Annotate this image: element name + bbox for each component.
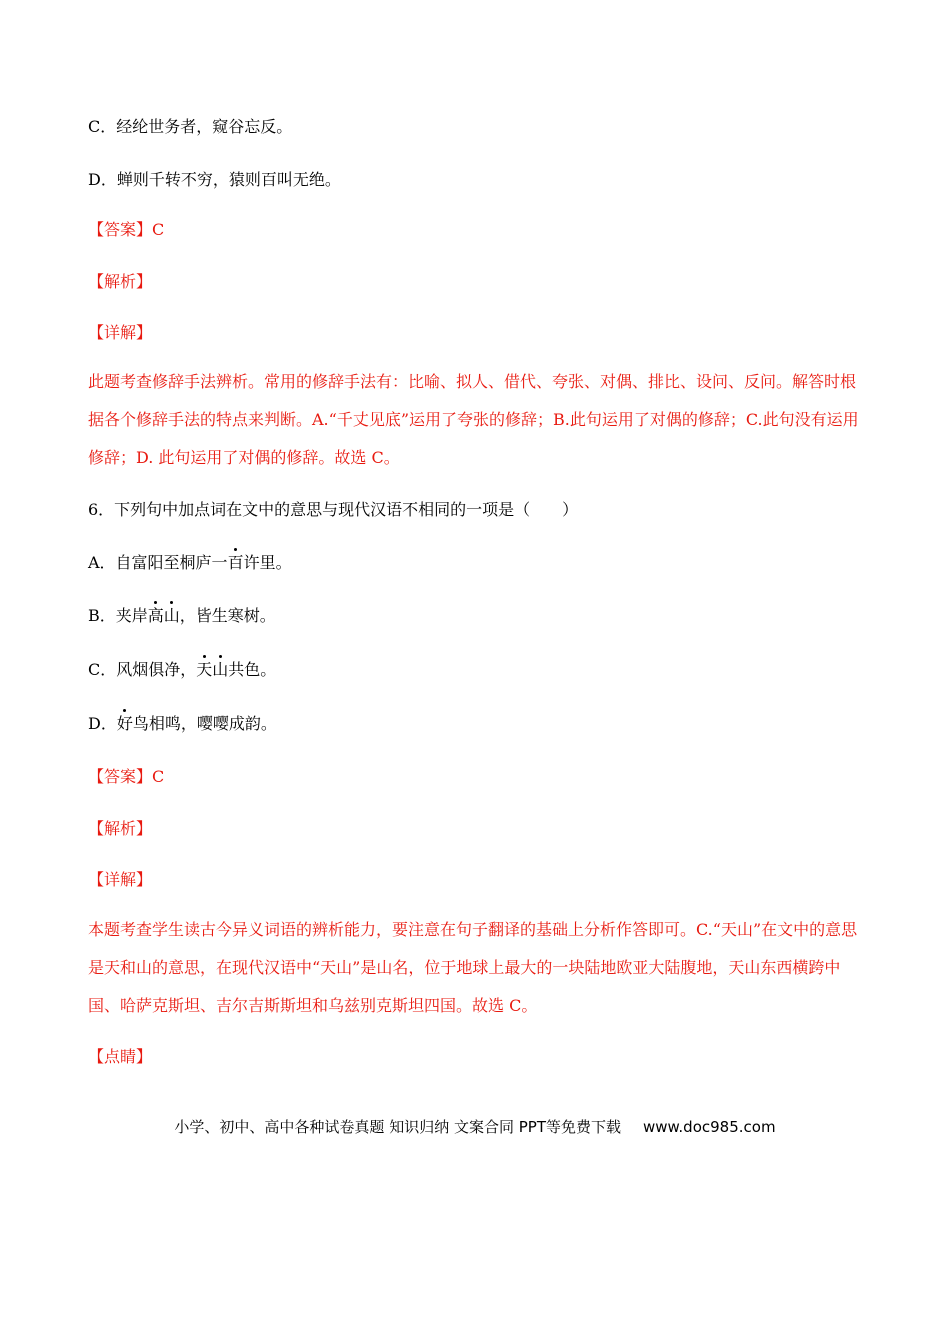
q6-option-b [88, 606, 276, 626]
option-text: ，皆生寒树。 [179, 606, 276, 625]
q5-analysis-label: 【解析】 [88, 272, 153, 291]
q6-answer [88, 767, 164, 787]
emphasized-word [148, 606, 180, 625]
option-text: 鸟相鸣，嘤嘤成韵。 [132, 714, 277, 733]
option-text: B．夹岸 [88, 606, 148, 625]
q5-detail-text: 此题考查修辞手法辨析。常用的修辞手法有：比喻、拟人、借代、夸张、对偶、排比、设问、反问。解答时根据各个修辞手法的特点来判断。A.“千丈见底”运用了夸张的修辞；B.此句运用了对偶的修辞；C.此句没有运用修辞；D. 此句运用了对偶的修辞。故选 C。 [88, 372, 859, 467]
q5-detail-label: 【详解】 [88, 323, 153, 342]
q6-comment-label: 【点睛】 [88, 1047, 153, 1066]
answer-value: C [152, 220, 165, 239]
emphasized-word: 好 [116, 714, 133, 733]
q6-option-c [88, 660, 276, 680]
q6-option-a [88, 553, 292, 573]
emphasized-word: 百 [227, 553, 244, 572]
q5-option-c: C．经纶世务者，窥谷忘反。 [88, 117, 293, 136]
answer-label: 【答案】 [88, 767, 153, 786]
answer-label: 【答案】 [88, 220, 153, 239]
emphasized-char: 山 [163, 606, 180, 625]
emphasized-char: 山 [212, 660, 229, 679]
q6-question: 6．下列句中加点词在文中的意思与现代汉语不相同的一项是（ ） [88, 500, 579, 519]
footer-text: 小学、初中、高中各种试卷真题 知识归纳 文案合同 PPT等免费下载 [174, 1118, 621, 1136]
q6-analysis-label: 【解析】 [88, 819, 153, 838]
emphasized-word [196, 660, 228, 679]
q6-detail-text: 本题考查学生读古今异义词语的辨析能力，要注意在句子翻译的基础上分析作答即可。C.“天山”在文中的意思是天和山的意思，在现代汉语中“天山”是山名，位于地球上最大的一块陆地欧亚大陆腹地，天山东西横跨中国、哈萨克斯坦、吉尔吉斯斯坦和乌兹别克斯坦四国。故选 C。 [88, 920, 858, 1015]
emphasized-char: 高 [147, 606, 164, 625]
q6-option-d [88, 714, 277, 734]
footer-url: www.doc985.com [642, 1118, 776, 1136]
option-text: 许里。 [243, 553, 292, 572]
q6-detail-label: 【详解】 [88, 870, 153, 889]
emphasized-char: 天 [196, 660, 213, 679]
option-text: 共色。 [228, 660, 277, 679]
option-text: A．自富阳至桐庐一 [88, 553, 228, 572]
answer-value: C [152, 767, 165, 786]
q5-option-d: D．蝉则千转不穷，猿则百叫无绝。 [88, 170, 341, 189]
q5-answer [88, 220, 164, 240]
footer [0, 1116, 950, 1137]
option-text: D． [88, 714, 117, 733]
option-text: C．风烟俱净， [88, 660, 197, 679]
